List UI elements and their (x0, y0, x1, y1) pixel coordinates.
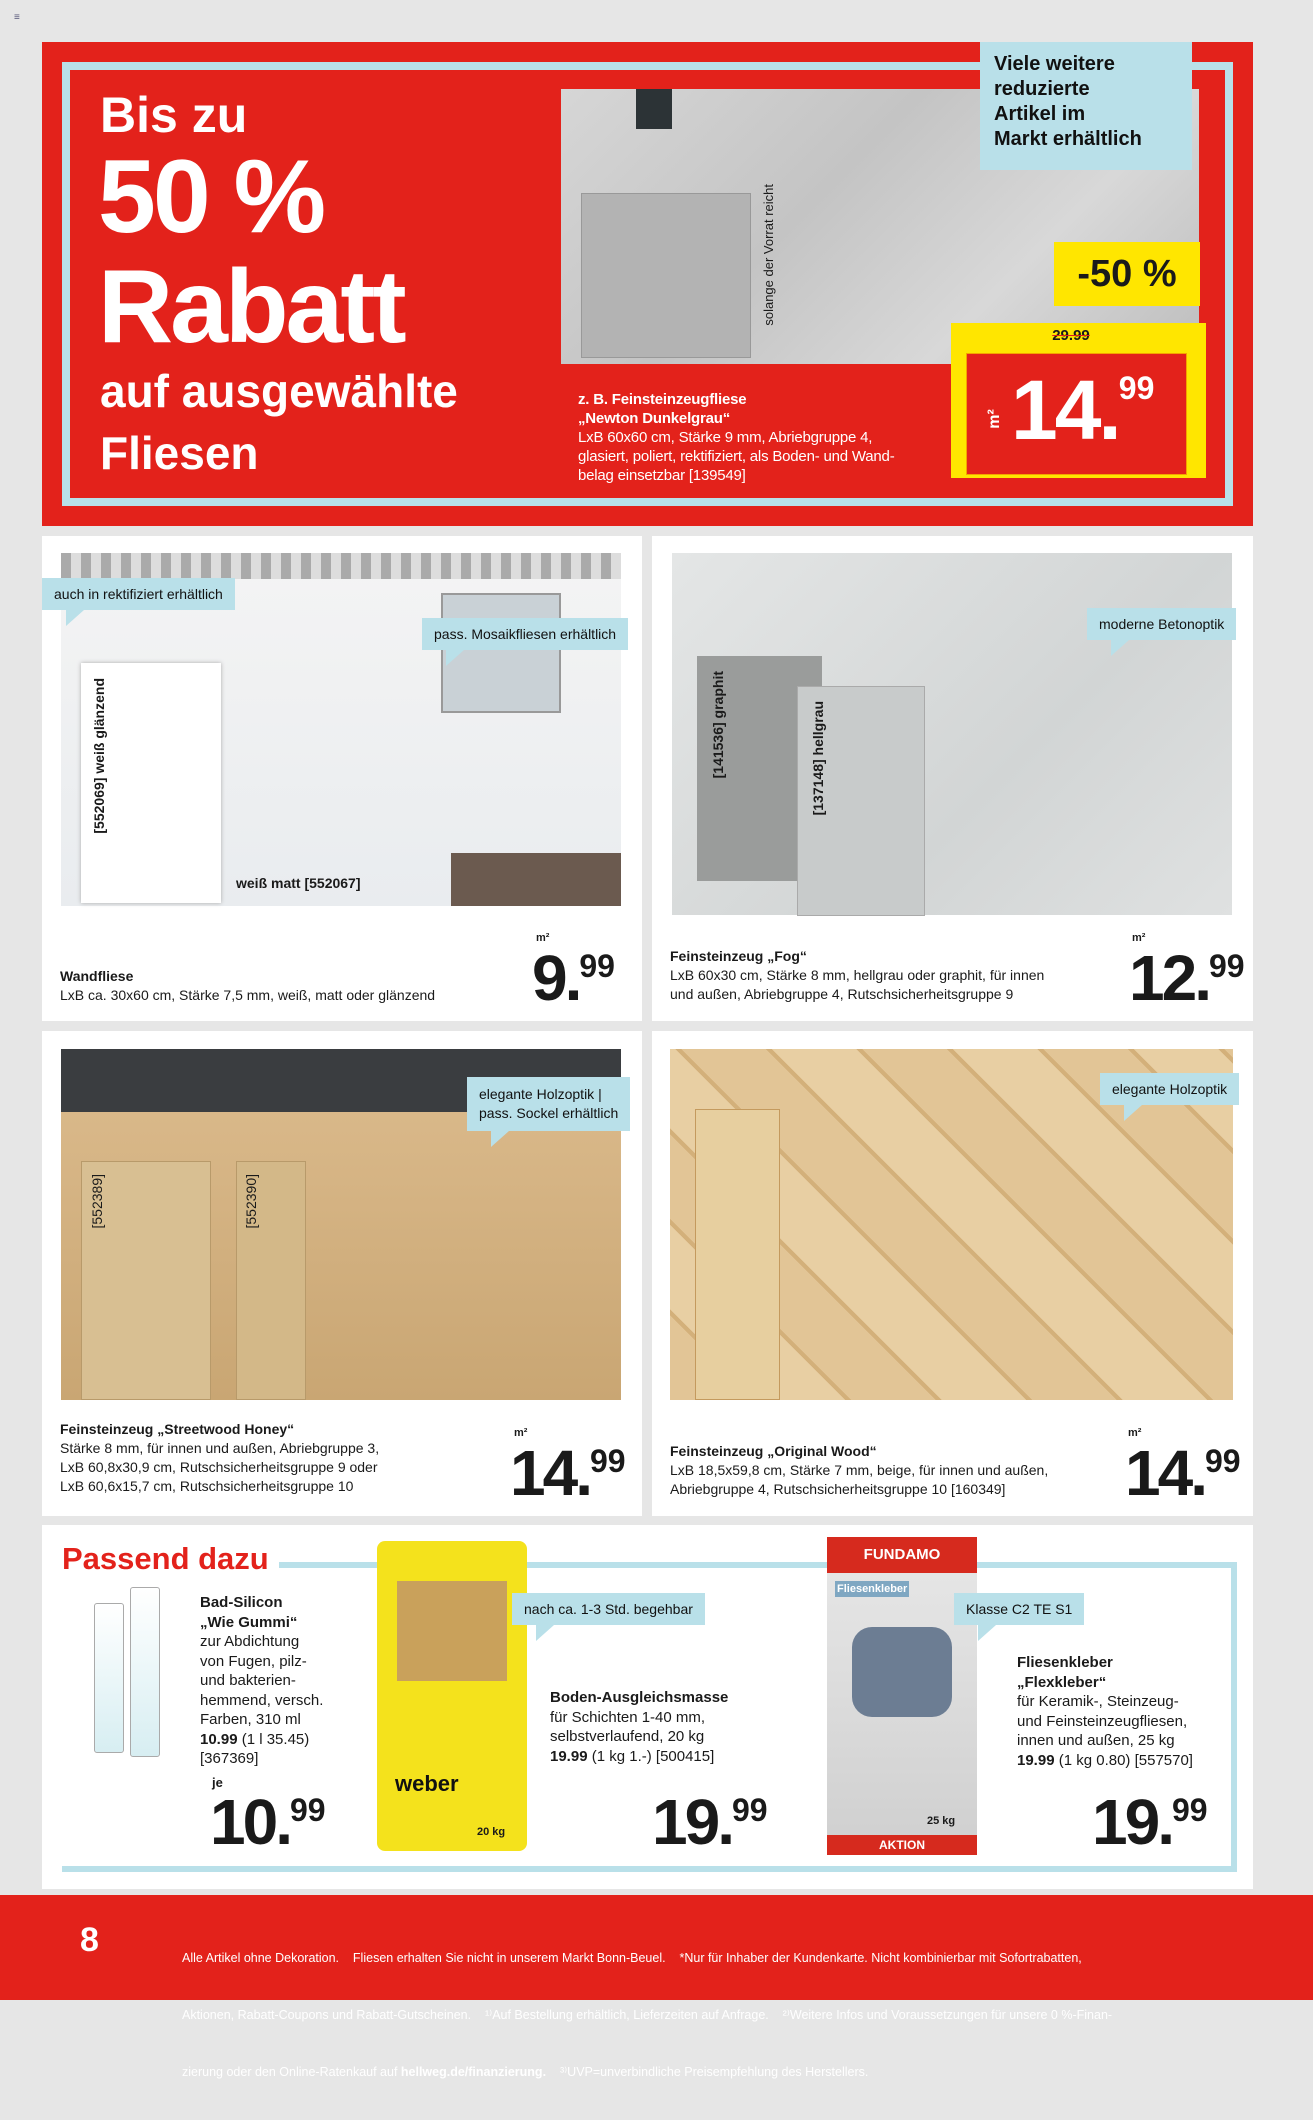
price-tag (951, 323, 1206, 478)
info-line: Markt erhältlich (994, 128, 1142, 150)
tile-sample (581, 193, 751, 358)
price-cents: 99 (1118, 370, 1155, 406)
info-line: Artikel im (994, 103, 1086, 125)
product-desc: LxB 60x60 cm, Stärke 9 mm, Abriebgruppe 4, (578, 429, 873, 446)
financing-link[interactable]: hellweg.de/finanzierung. (400, 2065, 547, 2079)
info-line: reduzierte (994, 78, 1090, 100)
bubble: auch in rektifiziert erhältlich (42, 578, 235, 610)
price-main: 14. (510, 1437, 590, 1509)
new-price-box (966, 353, 1187, 475)
fundamo-bag (827, 1537, 977, 1855)
unit: m² (1132, 932, 1146, 944)
bag-brand: weber (395, 1771, 459, 1796)
corner-mark: ≡ (14, 12, 20, 23)
bag-weight: 20 kg (477, 1826, 506, 1838)
vanity (451, 853, 621, 906)
tile-label: [137148] hellgrau (810, 701, 826, 816)
tile-label: [552069] weiß glänzend (91, 678, 107, 834)
bubble: Klasse C2 TE S1 (954, 1593, 1084, 1625)
footer-notes: Alle Artikel ohne Dekoration. Fliesen erhalten Sie nicht in unserem Markt Bonn-Beuel. *Nur für Inhaber der Kundenkarte. Nicht kombinierbar mit Sofortrabatten, Aktionen, Rabatt-Coupons und Rabatt-Gutscheinen. ¹⁾Auf Bestellung erhältlich, Lieferzeiten auf Anfrage. ²⁾Weitere Infos und Voraussetzungen für unsere 0 %-Finan- zierung oder den Online-Ratenkauf auf hellweg.de/finanzierung. ³⁾UVP=unverbindliche Preisempfehlung des Herstellers. (182, 1951, 1113, 2079)
headline-5: Fliesen (100, 427, 259, 479)
price-main: 14. (1011, 363, 1119, 457)
product-desc: Stärke 8 mm, für innen und außen, Abriebgruppe 3, LxB 60,8x30,9 cm, Rutschsicherheitsgruppe 9 oder LxB 60,6x15,7 cm, Rutschsicherheitsgruppe 10 (60, 1440, 380, 1494)
product-price (1129, 942, 1245, 1014)
product-name: „Newton Dunkelgrau“ (578, 410, 731, 427)
bag-tag: AKTION (827, 1835, 977, 1855)
product-card-wandfliese (42, 536, 642, 1021)
unit: m² (514, 1427, 528, 1439)
accessory-price: 19.99 (652, 1786, 768, 1858)
new-price (1011, 363, 1155, 457)
product-desc: LxB 18,5x59,8 cm, Stärke 7 mm, beige, für innen und außen, Abriebgruppe 4, Rutschsicherheitsgruppe 10 [160349] (670, 1462, 1049, 1497)
product-name: Feinsteinzeug „Streetwood Honey“ (60, 1421, 295, 1437)
accessory-price: 10.99 (210, 1786, 326, 1858)
banner-product (578, 390, 895, 485)
section-title: Passend dazu (62, 1541, 279, 1577)
tile-label: [552390] (243, 1174, 259, 1229)
accessory-adhesive: Fliesenkleber „Flexkleber“ für Keramik-, Steinzeug- und Feinsteinzeugfliesen, innen und außen, 25 kg 19.99 (1 kg 0.80) [557570] (1017, 1654, 1193, 1769)
price-prefix: je (212, 1775, 223, 1790)
footer (0, 1895, 1313, 2079)
product-card-original-wood (652, 1031, 1253, 1516)
product-name: Wandfliese (60, 968, 134, 984)
mosaic-strip (61, 553, 621, 579)
product-desc: belag einsetzbar [139549] (578, 467, 746, 484)
product-desc: LxB 60x30 cm, Stärke 8 mm, hellgrau oder graphit, für innen und außen, Abriebgruppe 4, Rutschsicherheitsgruppe 9 (670, 967, 1045, 1002)
bubble: elegante Holzoptik (1100, 1073, 1239, 1105)
accessories-section (42, 1525, 1253, 1889)
product-price (510, 1437, 626, 1509)
unit: m² (536, 932, 550, 944)
info-box (980, 42, 1192, 170)
product-price (532, 942, 615, 1014)
accessory-leveler: Boden-Ausgleichsmasse für Schichten 1-40 mm, selbstverlaufend, 20 kg 19.99 (1 kg 1.-) [500415] (550, 1689, 729, 1765)
product-price (1125, 1437, 1241, 1509)
stock-note: solange der Vorrat reicht (761, 184, 776, 326)
tile-label: [552389] (89, 1174, 105, 1229)
headline-4: auf ausgewählte (100, 365, 458, 417)
silicone-tube (130, 1587, 160, 1757)
price-cents: 99 (1204, 1443, 1241, 1479)
unit: m² (1128, 1427, 1142, 1439)
headline-2: 50 % (98, 139, 324, 255)
bubble: nach ca. 1-3 Std. begehbar (512, 1593, 705, 1625)
headline-3: Rabatt (98, 249, 404, 365)
tile-label: [141536] graphit (710, 671, 726, 779)
accessory-silicon: Bad-Silicon „Wie Gummi“ zur Abdichtung von Fugen, pilz- und bakterien- hemmend, versch. Farben, 310 ml 10.99 (1 l 35.45) [367369] (200, 1594, 324, 1767)
bubble: elegante Holzoptik | pass. Sockel erhältlich (467, 1077, 630, 1131)
product-desc: LxB ca. 30x60 cm, Stärke 7,5 mm, weiß, matt oder glänzend (60, 987, 436, 1003)
bag-weight: 25 kg (927, 1815, 956, 1827)
weber-bag (377, 1541, 527, 1851)
silicone-tube (94, 1603, 124, 1753)
glove (852, 1627, 952, 1717)
price-main: 12. (1129, 942, 1209, 1014)
headline-1: Bis zu (100, 87, 248, 143)
product-desc: glasiert, poliert, rektifiziert, als Boden- und Wand- (578, 448, 895, 465)
price-main: 14. (1125, 1437, 1205, 1509)
tile-label: weiß matt [552067] (236, 875, 361, 891)
price-cents: 99 (1208, 948, 1245, 984)
accessory-price: 19.99 (1092, 1786, 1208, 1858)
product-card-streetwood (42, 1031, 642, 1516)
product-name: Feinsteinzeug „Fog“ (670, 948, 807, 964)
old-price: 29.99 (1052, 327, 1090, 344)
product-name: z. B. Feinsteinzeugfliese (578, 391, 747, 408)
tile-sample (695, 1109, 780, 1400)
price-cents: 99 (589, 1443, 626, 1479)
furniture-leg (636, 89, 672, 129)
bag-photo (397, 1581, 507, 1681)
bag-label: Fliesenkleber (837, 1583, 908, 1595)
discount-badge: -50 % (1054, 242, 1200, 306)
price-main: 9. (532, 942, 580, 1014)
bubble: pass. Mosaikfliesen erhältlich (422, 618, 628, 650)
product-card-fog (652, 536, 1253, 1021)
info-line: Viele weitere (994, 53, 1115, 75)
unit: m² (985, 409, 1003, 429)
price-cents: 99 (579, 948, 615, 984)
product-name: Feinsteinzeug „Original Wood“ (670, 1443, 877, 1459)
bag-brand: FUNDAMO (827, 1537, 977, 1573)
bubble: moderne Betonoptik (1087, 608, 1236, 640)
page-number: 8 (80, 1921, 99, 1959)
